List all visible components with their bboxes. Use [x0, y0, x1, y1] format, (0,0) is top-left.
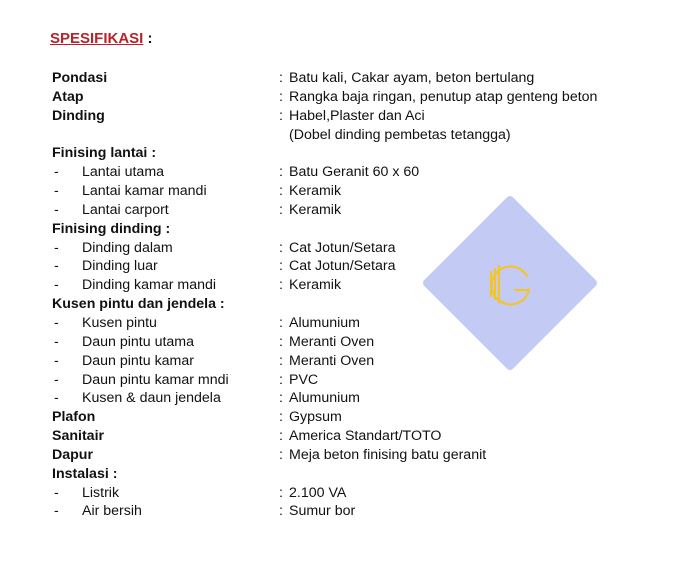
separator-colon: : [279, 371, 283, 388]
spec-label: Daun pintu kamar [82, 352, 194, 369]
spec-value: Habel,Plaster dan Aci [289, 107, 425, 124]
bullet-dash: - [54, 277, 59, 294]
spec-value-group [279, 276, 341, 295]
separator-colon: : [279, 107, 283, 124]
spec-value-group [279, 239, 395, 258]
spec-label: Finising lantai : [52, 145, 157, 162]
spec-value: Alumunium [289, 390, 360, 407]
spec-row [52, 126, 682, 145]
bullet-dash: - [54, 503, 59, 520]
bullet-dash: - [54, 390, 59, 407]
separator-colon: : [279, 333, 283, 350]
spec-label: Finising dinding : [52, 220, 171, 237]
g-logo-icon [423, 196, 597, 370]
bullet-dash: - [54, 371, 59, 388]
separator-colon: : [279, 201, 283, 218]
spec-value-group [279, 69, 534, 88]
spec-value: Sumur bor [289, 503, 356, 520]
spec-label: Dapur [52, 446, 93, 463]
spec-label: Dinding [52, 107, 105, 124]
separator-colon: : [279, 239, 283, 256]
separator-colon: : [279, 484, 283, 501]
spec-row [52, 107, 682, 126]
separator-colon: : [279, 314, 283, 331]
spec-label: Atap [52, 88, 84, 105]
spec-row [52, 88, 682, 107]
bullet-dash: - [54, 183, 59, 200]
spec-label: Dinding luar [82, 258, 158, 275]
spec-value-group [279, 107, 425, 126]
separator-colon: : [279, 88, 283, 105]
watermark [423, 196, 597, 370]
spec-label: Kusen pintu [82, 314, 157, 331]
bullet-dash: - [54, 314, 59, 331]
spec-value-group [279, 182, 341, 201]
spec-value: Batu kali, Cakar ayam, beton bertulang [289, 70, 535, 86]
spec-value-group [279, 389, 360, 408]
spec-value: Meja beton finising batu geranit [289, 446, 487, 463]
separator-colon: : [279, 277, 283, 294]
spec-value: Gypsum [289, 409, 342, 426]
spec-label: Lantai utama [82, 164, 165, 181]
spec-row [52, 408, 682, 427]
spec-row [52, 69, 682, 88]
spec-label: Lantai kamar mandi [82, 183, 207, 200]
spec-value-group [289, 126, 511, 145]
separator-colon: : [279, 428, 283, 445]
spec-value-group [279, 352, 374, 371]
spec-label: Lantai carport [82, 201, 169, 218]
spec-label: Kusen pintu dan jendela : [52, 296, 225, 313]
spec-value: Keramik [289, 277, 342, 294]
spec-label: Plafon [52, 409, 96, 426]
separator-colon: : [279, 258, 283, 275]
spec-value: Meranti Oven [289, 333, 375, 350]
spec-value: America Standart/TOTO [289, 428, 442, 445]
spec-row [52, 371, 682, 390]
bullet-dash: - [54, 239, 59, 256]
bullet-dash: - [54, 164, 59, 181]
spec-value-group [279, 502, 355, 521]
spec-value: Batu Geranit 60 x 60 [289, 164, 420, 181]
spec-value: Keramik [289, 201, 342, 218]
separator-colon: : [279, 164, 283, 181]
spec-value: Cat Jotun/Setara [289, 239, 396, 256]
spec-label: Air bersih [82, 503, 142, 520]
spec-value: Meranti Oven [289, 352, 375, 369]
spec-value: Cat Jotun/Setara [289, 258, 396, 275]
bullet-dash: - [54, 352, 59, 369]
section-heading [50, 30, 153, 47]
spec-value: (Dobel dinding pembetas tetangga) [289, 126, 511, 143]
spec-label: Sanitair [52, 428, 105, 445]
bullet-dash: - [54, 484, 59, 501]
spec-value: Alumunium [289, 314, 360, 331]
spec-label: Instalasi : [52, 465, 118, 482]
spec-label: Daun pintu utama [82, 333, 194, 350]
spec-row [52, 465, 682, 484]
spec-row [52, 502, 682, 521]
separator-colon: : [279, 390, 283, 407]
spec-label: Dinding dalam [82, 239, 173, 256]
spec-value-group [279, 257, 395, 276]
bullet-dash: - [54, 333, 59, 350]
spec-value-group [279, 446, 486, 465]
spec-row [52, 427, 682, 446]
heading-colon: : [143, 30, 153, 47]
spec-value-group [279, 163, 419, 182]
spec-row [52, 446, 682, 465]
spec-value: 2.100 VA [289, 484, 347, 501]
heading-title: SPESIFIKASI [50, 30, 144, 47]
spec-row [52, 144, 682, 163]
spec-value-group [279, 314, 360, 333]
spec-value-group [279, 201, 341, 220]
spec-value-group [279, 427, 441, 446]
spec-label: Daun pintu kamar mndi [82, 371, 229, 388]
bullet-dash: - [54, 258, 59, 275]
separator-colon: : [279, 446, 283, 463]
spec-value: Rangka baja ringan, penutup atap genteng beton [289, 88, 598, 105]
separator-colon: : [279, 503, 283, 520]
separator-colon: : [279, 183, 283, 200]
spec-label: Dinding kamar mandi [82, 277, 217, 294]
spec-label: Pondasi [52, 70, 108, 86]
spec-row [52, 389, 682, 408]
spec-row [52, 163, 682, 182]
separator-colon: : [279, 352, 283, 369]
separator-colon: : [279, 70, 283, 86]
spec-value: PVC [289, 371, 319, 388]
separator-colon: : [279, 409, 283, 426]
spec-value-group [279, 408, 342, 427]
spec-value-group [279, 88, 597, 107]
spec-label: Listrik [82, 484, 120, 501]
spec-label: Kusen & daun jendela [82, 390, 221, 407]
spec-value-group [279, 371, 318, 390]
spec-value-group [279, 333, 374, 352]
spec-value: Keramik [289, 183, 342, 200]
bullet-dash: - [54, 201, 59, 218]
spec-value-group [279, 484, 346, 503]
spec-row [52, 484, 682, 503]
